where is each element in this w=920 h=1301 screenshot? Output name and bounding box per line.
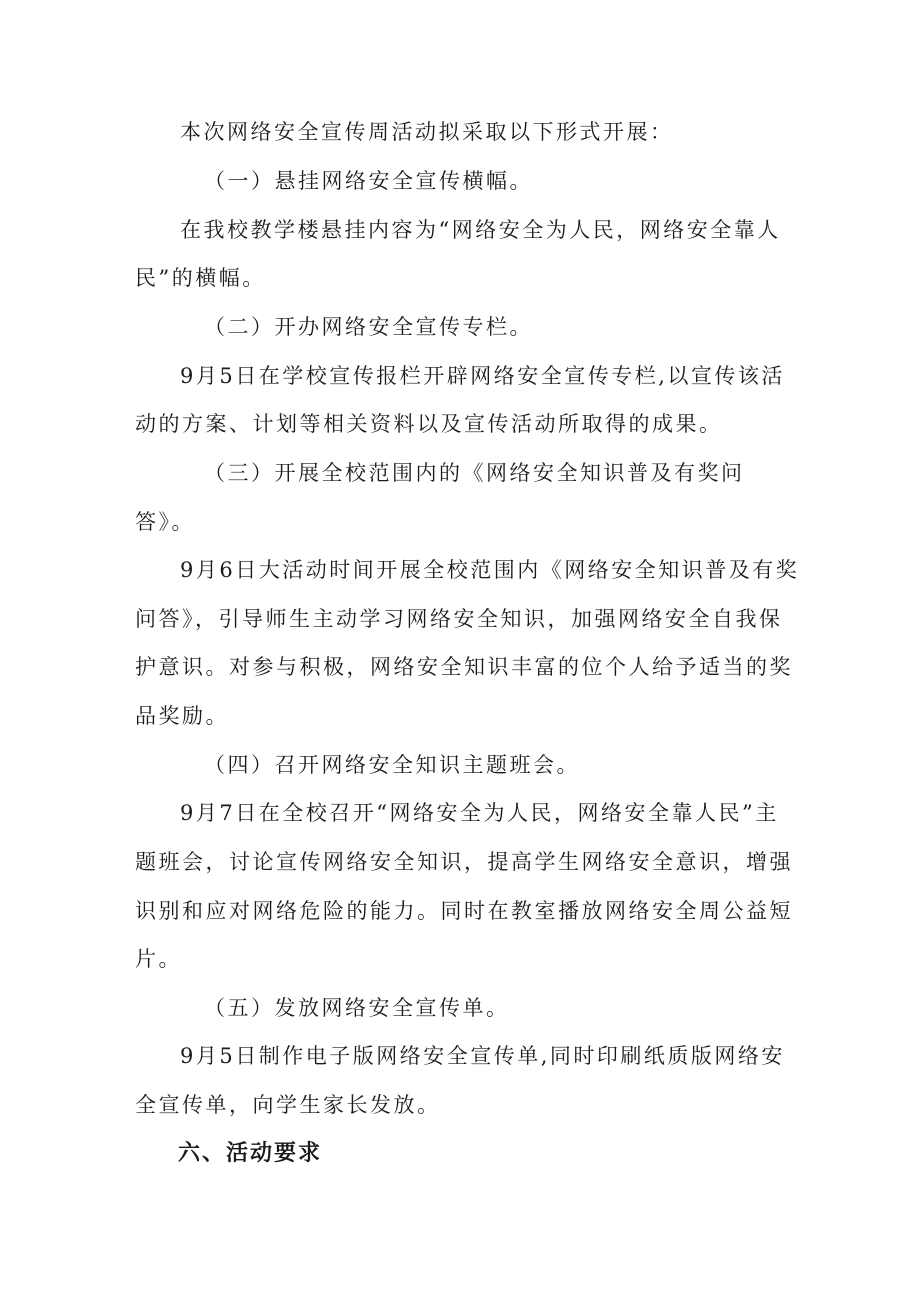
section-4-body-line-1: 9月7日在全校召开“网络安全为人民，网络安全靠人民”主 [180, 801, 779, 825]
section-1-title: （一）悬挂网络安全宣传横幅。 [204, 169, 533, 193]
section-4-body-line-2: 题班会，讨论宣传网络安全知识，提高学生网络安全意识，增强 [135, 850, 793, 874]
section-5-title: （五）发放网络安全宣传单。 [204, 996, 510, 1020]
section-5-body-line-1: 9月5日制作电子版网络安全宣传单,同时印刷纸质版网络安 [180, 1044, 785, 1068]
section-5-body-line-2: 全宣传单，向学生家长发放。 [135, 1093, 441, 1117]
section-4-title: （四）召开网络安全知识主题班会。 [204, 753, 580, 777]
section-3-body-line-2: 问答》，引导师生主动学习网络安全知识，加强网络安全自我保 [135, 607, 783, 631]
section-3-title-line-1: （三）开展全校范围内的《网络安全知识普及有奖问 [204, 461, 745, 485]
section-1-body-line-2: 民”的横幅。 [135, 266, 266, 290]
section-3-body-line-3: 护意识。对参与积极，网络安全知识丰富的位个人给予适当的奖 [135, 655, 793, 679]
section-3-body-line-1: 9月6日大活动时间开展全校范围内《网络安全知识普及有奖 [180, 558, 800, 582]
section-4-body-line-3: 识别和应对网络危险的能力。同时在教室播放网络安全周公益短 [135, 899, 793, 923]
intro-paragraph: 本次网络安全宣传周活动拟采取以下形式开展： [180, 120, 674, 144]
section-2-body-line-1: 9月5日在学校宣传报栏开辟网络安全宣传专栏,以宣传该活 [180, 364, 785, 388]
section-2-title: （二）开办网络安全宣传专栏。 [204, 315, 533, 339]
section-3-title-line-2: 答》。 [135, 510, 195, 534]
section-1-body-line-1: 在我校教学楼悬挂内容为“网络安全为人民，网络安全靠人 [180, 218, 781, 242]
section-4-body-line-4: 片。 [135, 947, 182, 971]
section-2-body-line-2: 动的方案、计划等相关资料以及宣传活动所取得的成果。 [135, 412, 723, 436]
section-3-body-line-4: 品奖励。 [135, 704, 229, 728]
section-heading-activity-requirements: 六、活动要求 [178, 1141, 323, 1166]
